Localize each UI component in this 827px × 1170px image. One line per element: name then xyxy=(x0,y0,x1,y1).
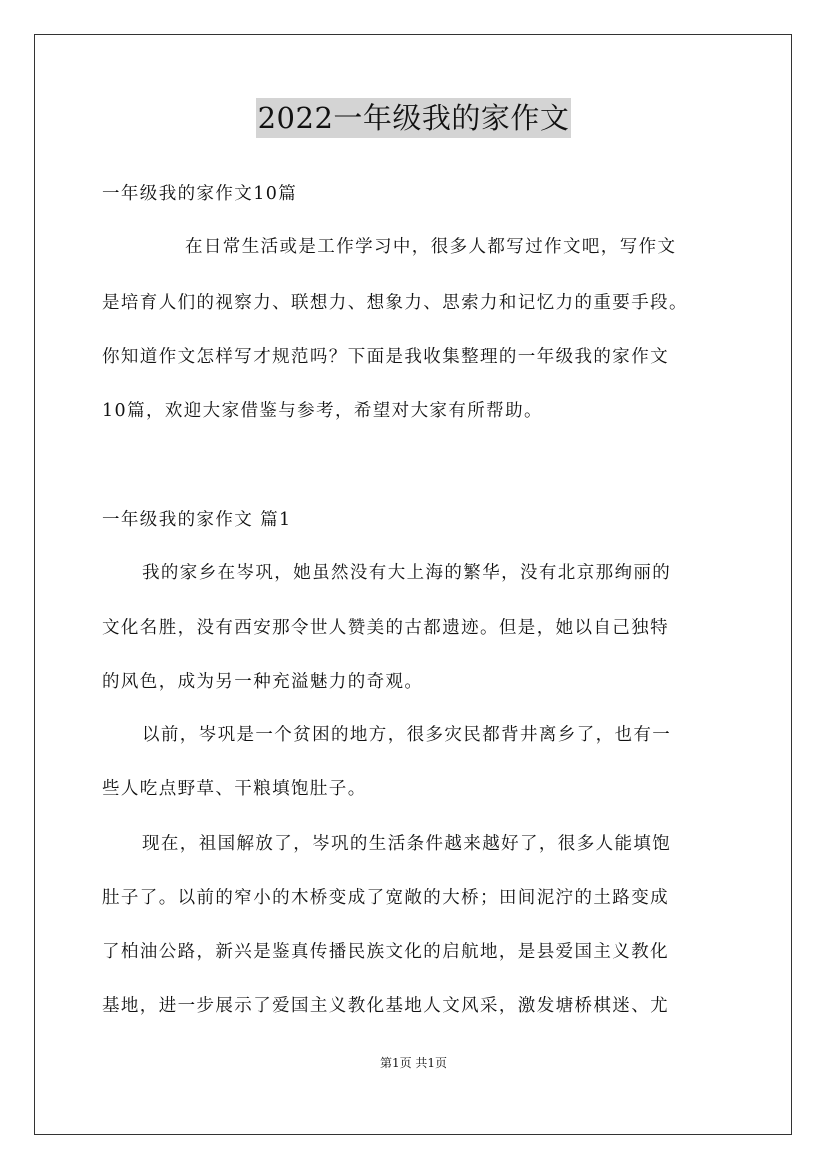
body-line: 基地，进一步展示了爱国主义教化基地人文风采，激发塘桥棋迷、尤 xyxy=(102,996,669,1016)
document-title: 2022一年级我的家作文 xyxy=(256,98,572,138)
body-line: 文化名胜，没有西安那令世人赞美的古都遗迹。但是，她以自己独特 xyxy=(102,618,669,638)
body-line: 现在，祖国解放了，岑巩的生活条件越来越好了，很多人能填饱 xyxy=(142,834,672,854)
body-line: 肚子了。以前的窄小的木桥变成了宽敞的大桥；田间泥泞的土路变成 xyxy=(102,888,669,908)
body-line: 的风色，成为另一种充溢魅力的奇观。 xyxy=(102,672,424,692)
intro-line: 在日常生活或是工作学习中，很多人都写过作文吧，写作文 xyxy=(185,237,677,257)
body-line: 些人吃点野草、干粮填饱肚子。 xyxy=(102,779,367,799)
body-line: 以前，岑巩是一个贫困的地方，很多灾民都背井离乡了，也有一 xyxy=(142,725,672,745)
document-subtitle: 一年级我的家作文10篇 xyxy=(102,184,298,204)
intro-line: 你知道作文怎样写才规范吗？下面是我收集整理的一年级我的家作文 xyxy=(102,347,669,367)
body-line: 了柏油公路，新兴是鉴真传播民族文化的启航地，是县爱国主义教化 xyxy=(102,942,669,962)
body-line: 我的家乡在岑巩，她虽然没有大上海的繁华，没有北京那绚丽的 xyxy=(142,563,672,583)
title-container xyxy=(0,98,827,138)
intro-line: 是培育人们的视察力、联想力、想象力、思索力和记忆力的重要手段。 xyxy=(102,293,688,313)
section-heading: 一年级我的家作文 篇1 xyxy=(102,510,292,530)
intro-line: 10篇，欢迎大家借鉴与参考，希望对大家有所帮助。 xyxy=(102,401,543,421)
page-number-footer: 第1页 共1页 xyxy=(379,1056,448,1070)
